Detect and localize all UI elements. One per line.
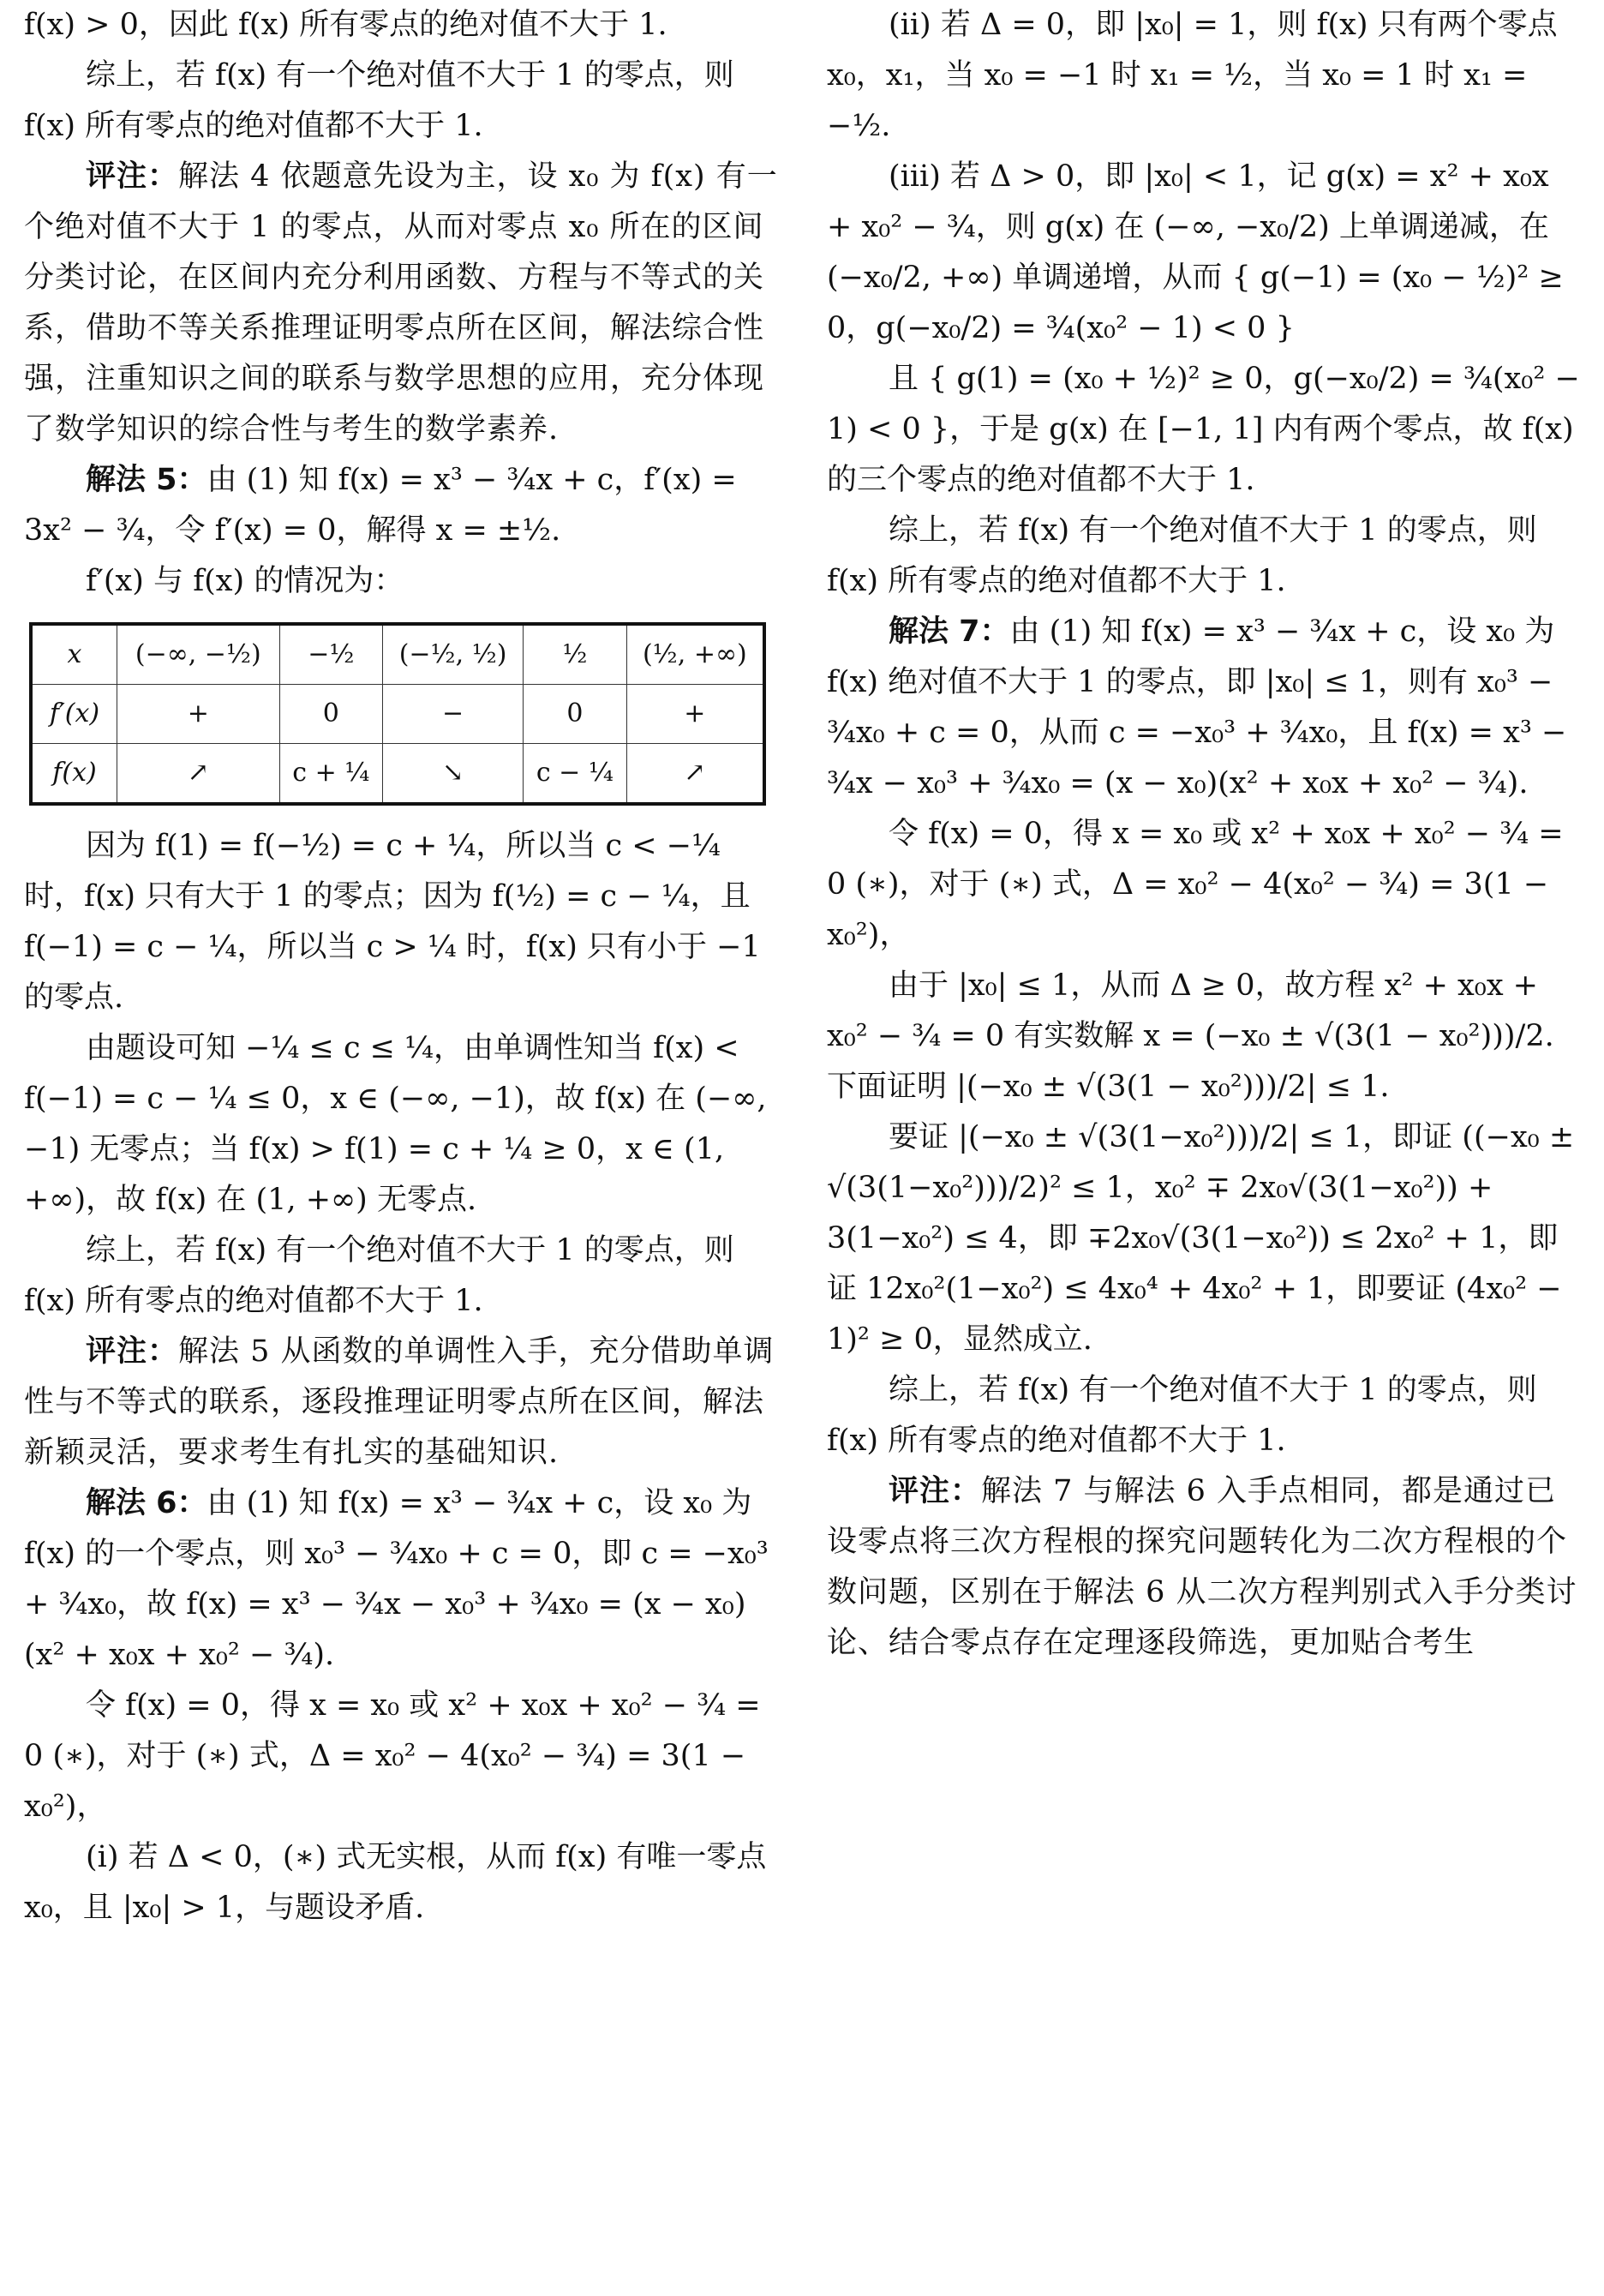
table-header-cell: −½	[279, 624, 383, 685]
comment-text: 解法 5 从函数的单调性入手，充分借助单调性与不等式的联系，逐段推理证明零点所在区间，解法新颖灵活，要求考生有扎实的基础知识.	[24, 1334, 775, 1470]
table-cell: 0	[279, 685, 383, 744]
solution5-tag: 解法 5：	[86, 463, 207, 497]
table-header-cell: (−∞, −½)	[117, 624, 280, 685]
table-cell: +	[626, 685, 764, 744]
solution7-text: 由 (1) 知 f(x) = x³ − ¾x + c，设 x₀ 为 f(x) 绝对值不大于 1 的零点，即 |x₀| ≤ 1，则有 x₀³ − ¾x₀ + c = 0，从而 c = −x₀³ + ¾x₀，且 f(x) = x³ − ¾x − x₀³ + ¾x₀ = (x − x₀)(x² + x₀x + x₀² − ¾).	[827, 614, 1567, 800]
paragraph-r3: 且 { g(1) = (x₀ + ½)² ≥ 0，g(−x₀/2) = ¾(x₀² − 1) < 0 }，于是 g(x) 在 [−1, 1] 内有两个零点，故 f(x) 的三个零点的绝对值都不大于 1.	[827, 362, 1580, 497]
paragraph-r6: 令 f(x) = 0，得 x = x₀ 或 x² + x₀x + x₀² − ¾ = 0 (∗)，对于 (∗) 式，Δ = x₀² − 4(x₀² − ¾) = 3(1 − x₀²)，	[827, 817, 1564, 952]
table-cell: 0	[524, 685, 627, 744]
paragraph-l7: 由题设可知 −¼ ≤ c ≤ ¼，由单调性知当 f(x) < f(−1) = c − ¼ ≤ 0，x ∈ (−∞, −1)，故 f(x) 在 (−∞, −1) 无零点；当 f(x) > f(1) = c + ¼ ≥ 0，x ∈ (1, +∞)，故 f(x) 在 (1, +∞) 无零点.	[24, 1031, 767, 1217]
solution5-intro	[24, 455, 778, 556]
comment-text: 解法 7 与解法 6 入手点相同，都是通过已设零点将三次方程根的探究问题转化为二次方程根的个数问题，区别在于解法 6 从二次方程判别式入手分类讨论、结合零点存在定理逐段筛选，更加贴合考生	[827, 1474, 1577, 1660]
table-row	[31, 744, 764, 805]
table-cell: ↘	[383, 744, 524, 805]
table-cell: ↗	[626, 744, 764, 805]
table-cell: ↗	[117, 744, 280, 805]
comment-solution7	[827, 1466, 1581, 1669]
paragraph-r8: 要证 |(−x₀ ± √(3(1−x₀²)))/2| ≤ 1，即证 ((−x₀ ± √(3(1−x₀²)))/2)² ≤ 1，x₀² ∓ 2x₀√(3(1−x₀²)) + 3(1−x₀²) ≤ 4，即 ∓2x₀√(3(1−x₀²)) ≤ 2x₀² + 1，即证 12x₀²(1−x₀²) ≤ 4x₀⁴ + 4x₀² + 1，即要证 (4x₀² − 1)² ≥ 0，显然成立.	[827, 1120, 1575, 1357]
paragraph-l8: 综上，若 f(x) 有一个绝对值不大于 1 的零点，则 f(x) 所有零点的绝对值都不大于 1.	[24, 1233, 734, 1318]
paragraph-l2: 综上，若 f(x) 有一个绝对值不大于 1 的零点，则 f(x) 所有零点的绝对值都不大于 1.	[24, 58, 734, 143]
table-header-row	[31, 624, 764, 685]
comment-tag: 评注：	[86, 1334, 179, 1369]
solution7-tag: 解法 7：	[889, 614, 1010, 649]
table-header-cell: x	[31, 624, 117, 685]
paragraph-l6: 因为 f(1) = f(−½) = c + ¼，所以当 c < −¼ 时，f(x) 只有大于 1 的零点；因为 f(½) = c − ¼，且 f(−1) = c − ¼，所以当 c > ¼ 时，f(x) 只有小于 −1 的零点.	[24, 829, 761, 1015]
table-cell: +	[117, 685, 280, 744]
comment-solution5	[24, 1327, 778, 1478]
solution7-intro	[827, 607, 1581, 809]
monotonicity-table	[29, 622, 766, 806]
solution6-tag: 解法 6：	[86, 1486, 207, 1520]
paragraph-r4: 综上，若 f(x) 有一个绝对值不大于 1 的零点，则 f(x) 所有零点的绝对值都不大于 1.	[827, 513, 1537, 598]
table-cell: c + ¼	[279, 744, 383, 805]
paragraph-l11: 令 f(x) = 0，得 x = x₀ 或 x² + x₀x + x₀² − ¾ = 0 (∗)，对于 (∗) 式，Δ = x₀² − 4(x₀² − ¾) = 3(1 − x₀²)，	[24, 1688, 761, 1824]
left-column	[24, 0, 778, 1933]
table-cell: f(x)	[31, 744, 117, 805]
comment-tag: 评注：	[86, 159, 179, 194]
comment-solution4	[24, 152, 778, 455]
paragraph-r7: 由于 |x₀| ≤ 1，从而 Δ ≥ 0，故方程 x² + x₀x + x₀² − ¾ = 0 有实数解 x = (−x₀ ± √(3(1 − x₀²)))/2. 下面证明 |(−x₀ ± √(3(1 − x₀²)))/2| ≤ 1.	[827, 968, 1554, 1104]
solution5-text: 由 (1) 知 f(x) = x³ − ¾x + c，f′(x) = 3x² − ¾，令 f′(x) = 0，解得 x = ±½.	[24, 463, 737, 548]
paragraph-l1: f(x) > 0，因此 f(x) 所有零点的绝对值不大于 1.	[24, 8, 667, 42]
table-cell: −	[383, 685, 524, 744]
table-cell: c − ¼	[524, 744, 627, 805]
table-caption: f′(x) 与 f(x) 的情况为：	[86, 564, 404, 598]
comment-text: 解法 4 依题意先设为主，设 x₀ 为 f(x) 有一个绝对值不大于 1 的零点，从而对零点 x₀ 所在的区间分类讨论，在区间内充分利用函数、方程与不等式的关系，借助不等关系推理证明零点所在区间，解法综合性强，注重知识之间的联系与数学思想的应用，充分体现了数学知识的综合性与考生的数学素养.	[24, 159, 778, 447]
right-column	[827, 0, 1581, 1669]
paragraph-r2: (ⅲ) 若 Δ > 0，即 |x₀| < 1，记 g(x) = x² + x₀x + x₀² − ¾，则 g(x) 在 (−∞, −x₀/2) 上单调递减，在 (−x₀/2, +∞) 单调递增，从而 { g(−1) = (x₀ − ½)² ≥ 0，g(−x₀/2) = ¾(x₀² − 1) < 0 }	[827, 159, 1564, 345]
table-row	[31, 685, 764, 744]
table-header-cell: ½	[524, 624, 627, 685]
solution6-intro	[24, 1478, 778, 1681]
table-cell: f′(x)	[31, 685, 117, 744]
paragraph-r1: (ⅱ) 若 Δ = 0，即 |x₀| = 1，则 f(x) 只有两个零点 x₀，x₁，当 x₀ = −1 时 x₁ = ½，当 x₀ = 1 时 x₁ = −½.	[827, 8, 1558, 143]
paragraph-r9: 综上，若 f(x) 有一个绝对值不大于 1 的零点，则 f(x) 所有零点的绝对值都不大于 1.	[827, 1373, 1537, 1458]
table-header-cell: (½, +∞)	[626, 624, 764, 685]
table-header-cell: (−½, ½)	[383, 624, 524, 685]
solution6-text: 由 (1) 知 f(x) = x³ − ¾x + c，设 x₀ 为 f(x) 的一个零点，则 x₀³ − ¾x₀ + c = 0，即 c = −x₀³ + ¾x₀，故 f(x) = x³ − ¾x − x₀³ + ¾x₀ = (x − x₀)(x² + x₀x + x₀² − ¾).	[24, 1486, 769, 1672]
paragraph-l12: (ⅰ) 若 Δ < 0，(∗) 式无实根，从而 f(x) 有唯一零点 x₀，且 |x₀| > 1，与题设矛盾.	[24, 1840, 767, 1925]
comment-tag: 评注：	[889, 1474, 982, 1508]
